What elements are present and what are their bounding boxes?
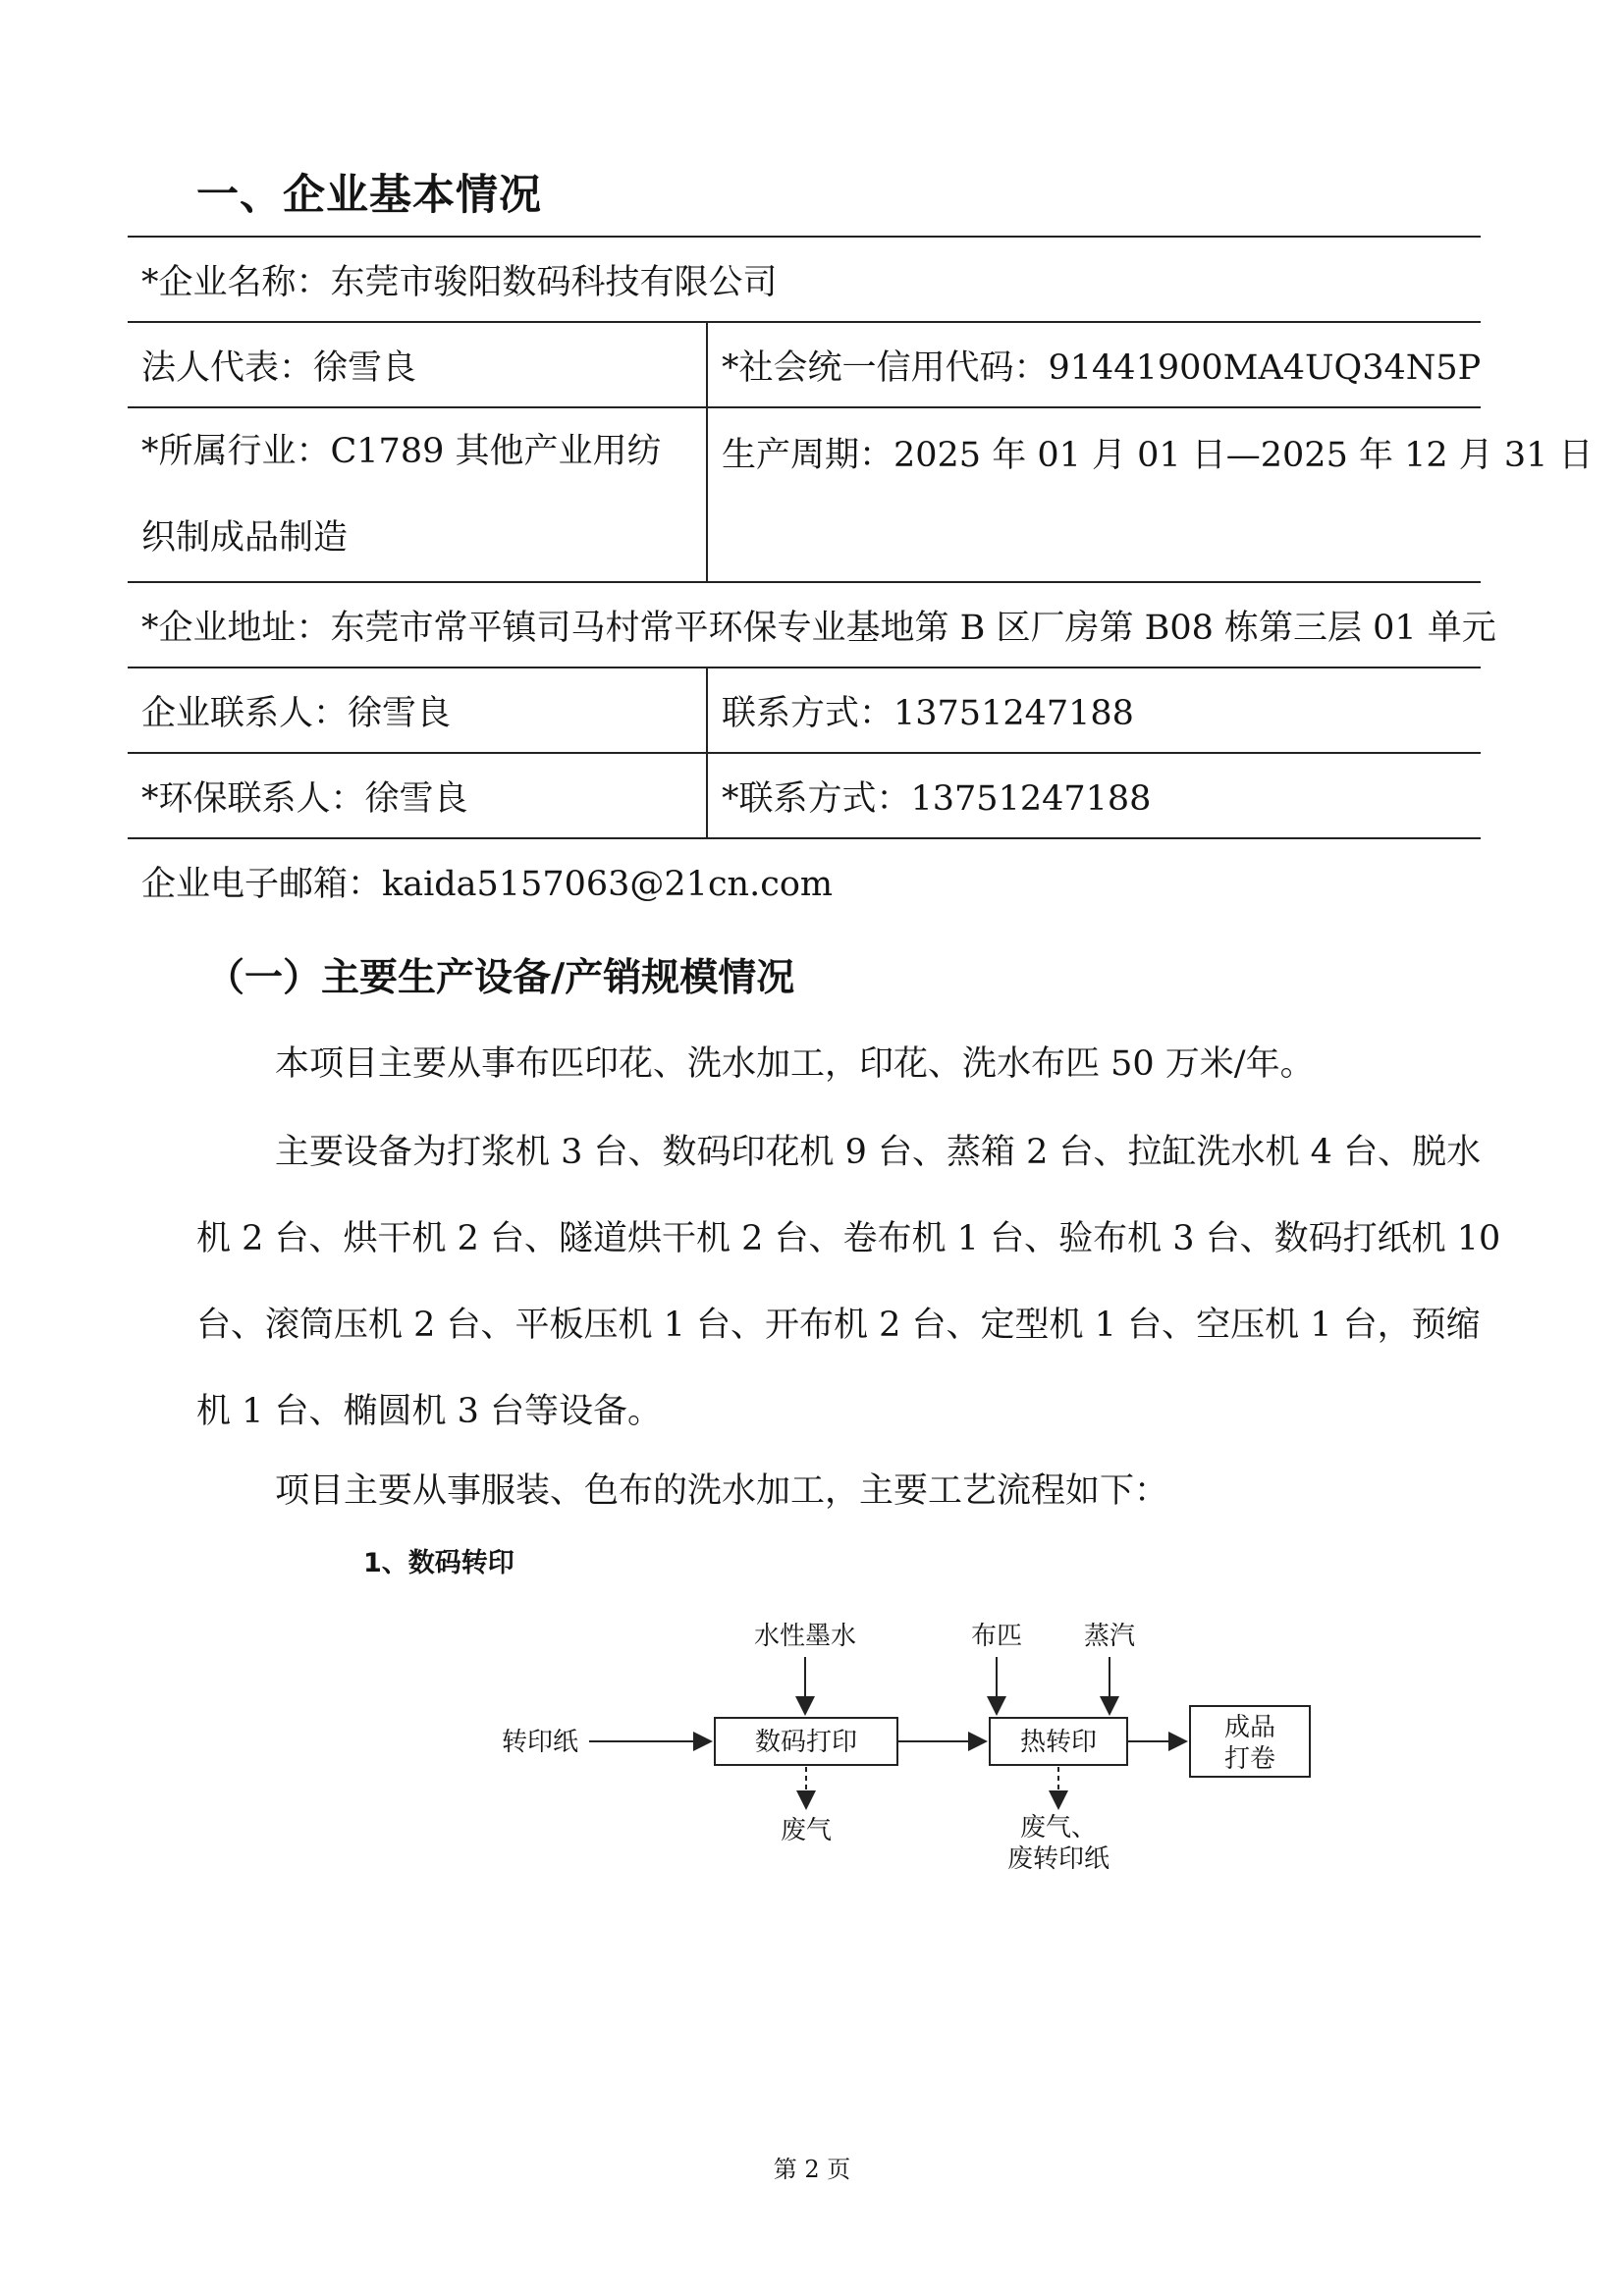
output-label-line2: 打卷: [1223, 1744, 1276, 1774]
page-number: 第 2 页: [773, 2156, 851, 2183]
paragraph-process-intro: 项目主要从事服装、色布的洗水加工，主要工艺流程如下：: [275, 1471, 1169, 1511]
table-row: [128, 237, 1481, 322]
credit-code-cell: *社会统一信用代码：91441900MA4UQ34N5P: [707, 322, 1481, 407]
paragraph-equipment: 主要设备为打浆机 3 台、数码印花机 9 台、蒸箱 2 台、拉缸洗水机 4 台、脱水机 2 台、烘干机 2 台、隧道烘干机 2 台、卷布机 1 台、验布机 3 台、数码打纸机 10 台、滚筒压机 2 台、平板压机 1 台、开布机 2 台、定型机 1 台、空压机 1 台，预缩机 1 台、椭圆机 3 台等设备。: [196, 1133, 1501, 1431]
paragraph-scale: 本项目主要从事布匹印花、洗水加工，印花、洗水布匹 50 万米/年。: [275, 1044, 1315, 1084]
output-label-line1: 成品: [1223, 1713, 1276, 1742]
table-row: [128, 838, 1481, 923]
table-row: [128, 582, 1481, 667]
address-cell: *企业地址：东莞市常平镇司马村常平环保专业基地第 B 区厂房第 B08 栋第三层 01 单元: [128, 582, 1481, 667]
print-step-label: 数码打印: [754, 1728, 858, 1757]
waste-gas-paper-line2: 废转印纸: [1006, 1844, 1110, 1874]
email-cell: 企业电子邮箱：kaida5157063@21cn.com: [128, 838, 1481, 923]
production-period-cell: 生产周期：2025 年 01 月 01 日—2025 年 12 月 31 日: [707, 407, 1481, 582]
subsection-heading: （一）主要生产设备/产销规模情况: [206, 956, 795, 1000]
table-row: [128, 322, 1481, 407]
input-paper-label: 转印纸: [501, 1728, 579, 1757]
company-info-table: [128, 236, 1594, 923]
input-ink-label: 水性墨水: [753, 1622, 857, 1651]
table-row: [128, 667, 1481, 753]
waste-gas-label: 废气: [780, 1816, 833, 1845]
legal-rep-cell: 法人代表：徐雪良: [128, 322, 707, 407]
input-cloth-label: 布匹: [970, 1622, 1023, 1651]
contact-person-cell: 企业联系人：徐雪良: [128, 667, 707, 753]
env-contact-person-cell: *环保联系人：徐雪良: [128, 753, 707, 838]
heat-step-label: 热转印: [1019, 1728, 1098, 1757]
process-heading: 1、数码转印: [363, 1548, 514, 1578]
company-name-cell: *企业名称：东莞市骏阳数码科技有限公司: [128, 237, 1481, 322]
process-flow-diagram: [501, 1610, 1316, 1885]
waste-gas-paper-line1: 废气、: [1019, 1813, 1098, 1842]
env-contact-phone-cell: *联系方式：13751247188: [707, 753, 1481, 838]
section-heading: 一、企业基本情况: [196, 171, 542, 220]
contact-phone-cell: 联系方式：13751247188: [707, 667, 1481, 753]
industry-cell: *所属行业：C1789 其他产业用纺织制成品制造: [128, 407, 707, 582]
table-row: [128, 407, 1481, 582]
input-steam-label: 蒸汽: [1083, 1622, 1136, 1651]
table-row: [128, 753, 1481, 838]
